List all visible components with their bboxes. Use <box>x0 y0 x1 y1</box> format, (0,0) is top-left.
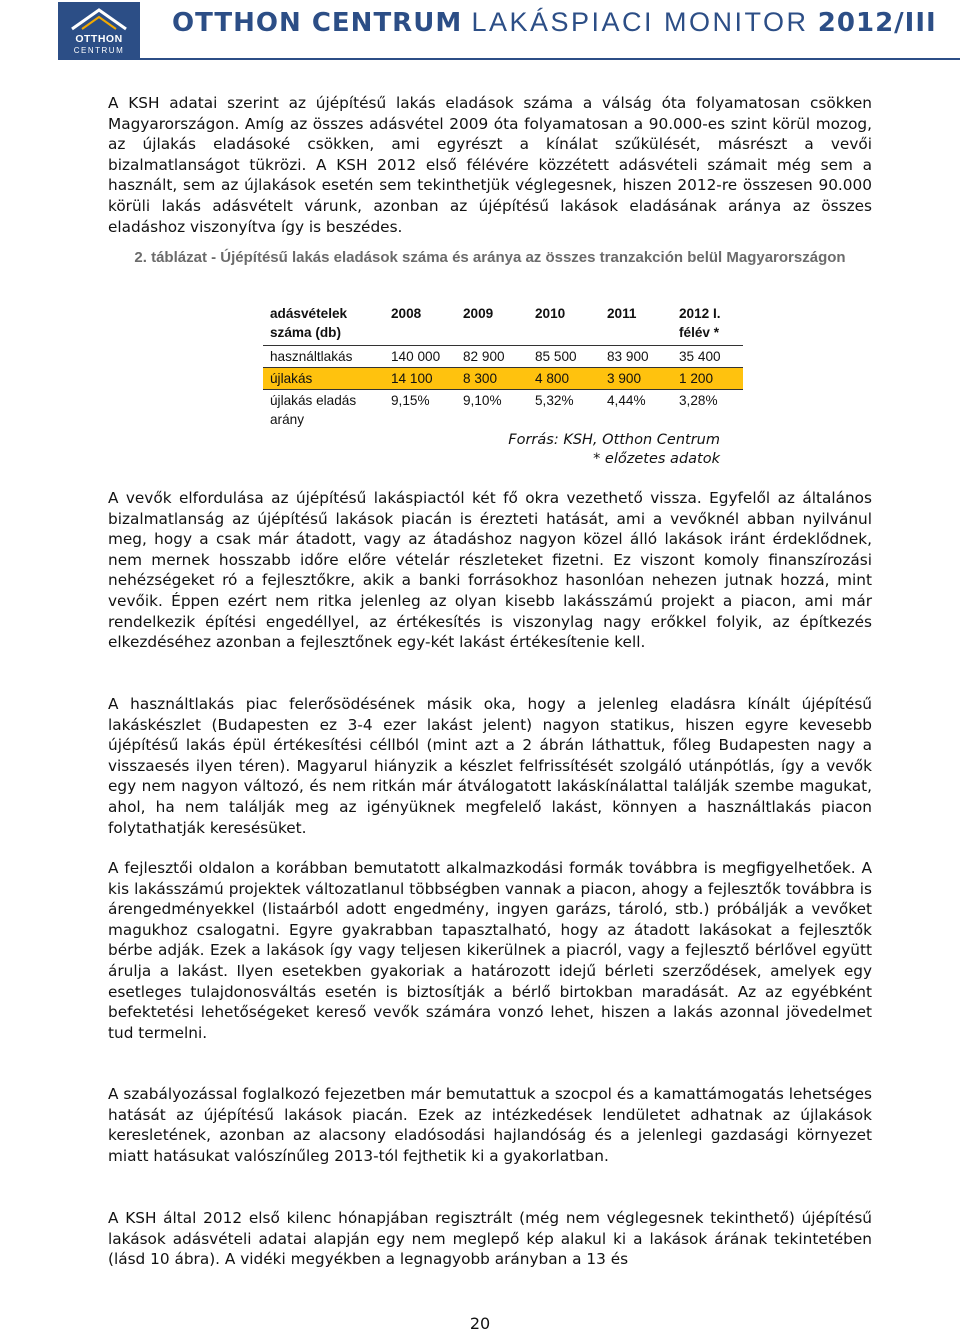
paragraph-ksh-2012: A KSH által 2012 első kilenc hónapjában regisztrált (még nem véglegesnek tekinthető) újépítésű lakások adásvételi adatai alapján egy nem meglepő kép alakul ki a lakások árának tekintetében (lásd 10 ábra). A vidéki megyékben a legnagyobb arányban a 13 és <box>108 1209 872 1269</box>
table-cell: 9,10% <box>463 393 502 408</box>
paragraph-developers: A fejlesztői oldalon a korábban bemutatott alkalmazkodási formák továbbra is megfigyelhetőek. A kis lakásszámú projektek változatlanul többségben vannak a piacon, ahogy a fejlesztők továbbra is árengedményekkel (listaárból adott engedmény, ingyen garázs, tároló, stb.) próbálják a vevőket magukhoz csalogatni. Egyre gyakrabban tapasztalható, hogy az átadott lakásokat a fejlesztők bérbe adják. Ezek a lakások így vagy teljesen kikerülnek a piacról, vagy a fejlesztő bérlővel együtt árulja a lakást. Ilyen esetekben gyakoriak a határozott idejű bérleti szerződések, amelyek egy esetleges tulajdonosváltás esetén is biztosítják a bérlő birtokban maradását. Az az egyébként befektetési lehetőségeket kereső vevők számára vonzó lehet, hiszen a lakás azonnal jövedelmet tud termelni. <box>108 859 872 1042</box>
header-cell: 2008 <box>391 306 422 321</box>
table-cell: 4 800 <box>528 368 600 390</box>
table-cell: 5,32% <box>535 393 574 408</box>
header-cell: 2010 <box>535 306 566 321</box>
paragraph-regulation: A szabályozással foglalkozó fejezetben már bemutattuk a szocpol és a kamattámogatás lehetséges hatását az újépítésű lakások piacán. Ezek az intézkedések lendületet adhatnak az újlakások keresletének, azonban az alacsony eladósodási hajlandóság és a jelenlegi gazdasági környezet miatt hatásukat valószínűleg 2013-tól fejthetik ki a gyakorlatban. <box>108 1085 872 1165</box>
table-source: Forrás: KSH, Otthon Centrum <box>508 432 720 448</box>
otthon-centrum-logo <box>58 2 140 60</box>
paragraph-buyers: A vevők elfordulása az újépítésű lakáspiactól két fő okra vezethető vissza. Egyfelől az általános bizalmatlanság az újépítésű lakások piacán is érezteti hatását, ami a vevőknél abban nyilvánul meg, hogy a csak már átadott, vagy az átadáshoz nagyon közel álló lakások iránt érdeklődnek, nem mernek hosszabb időre előre vételár részleteket fizetni. Ez viszont komoly finanszírozási nehézségeket ró a fejlesztőkre, akik a banki forrásokhoz hasonlóan nehezen jutnak hozzá, mint vevőik. Éppen ezért nem ritka jelenleg az olyan kisebb lakásszámú projekt a piacon, ami már rendelkezik építési engedéllyel, az értékesítés is viszonylag nagy erőkkel folyik, az építkezés elkezdéséhez azonban a fejlesztőnek egy-két lakást értékesítenie kell. <box>108 489 872 652</box>
header-cell: 2011 <box>607 306 637 321</box>
header-divider <box>58 58 960 60</box>
table-cell: 35 400 <box>672 346 743 368</box>
table-row-highlighted <box>263 368 743 390</box>
paragraph-used-market: A használtlakás piac felerősödésének másik oka, hogy a jelenleg eladásra kínált újépítésű lakáskészlet (Budapesten ez 3-4 ezer lakást jelent) nagyon statikus, hiszen egyre kevesebb újépítésű lakás épül értékesítési céllból (mint azt a 2 ábrán láthattuk, főleg Budapesten nagy a visszaesés ilyen téren). Magyarul hiányzik a készlet felfrissítését szolgáló utánpótlás, így a vevők egy nem nagyon változó, és nem ritkán már átválogatott lakáskínálattal találják szembe magukat, ahol, ha nem találják meg az igényüknek megfelelő lakást, könnyen a használtlakás piacon folytathatják keresésüket. <box>108 695 872 837</box>
table-cell: 3,28% <box>679 393 718 408</box>
table-row <box>263 390 743 431</box>
logo-word-otthon: OTTHON <box>75 33 123 45</box>
table-header-row <box>263 303 743 346</box>
table-cell: 82 900 <box>456 346 528 368</box>
table-cell: 4,44% <box>607 393 646 408</box>
table-cell: 83 900 <box>600 346 672 368</box>
table-cell: 9,15% <box>391 393 430 408</box>
table-cell: 85 500 <box>528 346 600 368</box>
sales-table <box>263 303 743 430</box>
row-label: újlakás eladás arány <box>270 393 357 427</box>
header-cell: 2009 <box>463 306 494 321</box>
page-number: 20 <box>469 1314 491 1333</box>
table-cell: 8 300 <box>456 368 528 390</box>
table-cell: 14 100 <box>384 368 456 390</box>
publication-name: LAKÁSPIACI MONITOR <box>471 7 809 37</box>
header-cell: 2012 I. félév * <box>679 306 721 340</box>
table-footnote: * előzetes adatok <box>593 451 720 467</box>
table-row <box>263 346 743 368</box>
table-cell: 3 900 <box>600 368 672 390</box>
row-label: használtlakás <box>263 346 384 368</box>
issue-number: 2012/III <box>817 8 937 38</box>
header-cell: adásvételek száma (db) <box>270 306 348 340</box>
table-cell: 1 200 <box>672 368 743 390</box>
table-cell: 140 000 <box>384 346 456 368</box>
brand-name: OTTHON CENTRUM <box>172 8 463 38</box>
page-header <box>0 0 960 72</box>
logo-word-centrum: CENTRUM <box>73 46 125 55</box>
table-caption: 2. táblázat - Újépítésű lakás eladások száma és aránya az összes tranzakción belül Magyarországon <box>134 249 846 266</box>
publication-title <box>172 7 937 38</box>
paragraph-intro: A KSH adatai szerint az újépítésű lakás eladások száma a válság óta folyamatosan csökken Magyarországon. Amíg az összes adásvétel 2009 óta folyamatosan a 90.000-es szint körül mozog, az újlakás eladásoké csökken, ami egyrészt a kínálat szűkülését, másrészt a vevői bizalmatlanságot tükrözi. A KSH 2012 első félévére közzétett adásvételi számait még sem a használt, sem az újlakások esetén sem tekinthetjük véglegesnek, hiszen 2012-re összesen 90.000 körüli lakás adásvételt várunk, azonban az újépítésű lakások eladásának aránya az összes eladáshoz viszonyítva így is beszédes. <box>108 94 872 236</box>
row-label: újlakás <box>263 368 384 390</box>
